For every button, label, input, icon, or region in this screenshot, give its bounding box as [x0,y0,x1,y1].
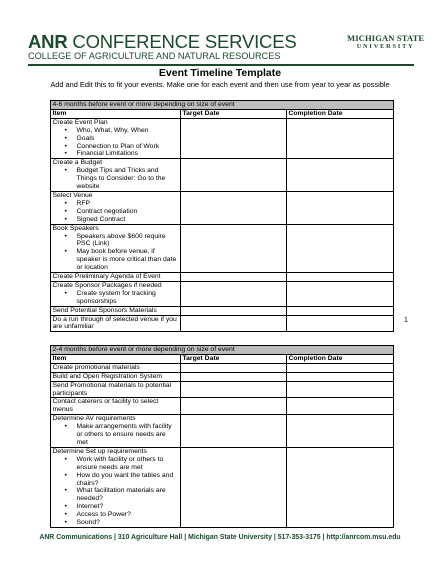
item-label: Build and Open Registration System [52,372,163,380]
item-cell [51,191,181,224]
item-label: Create Event Plan [52,118,108,126]
table-row [51,363,394,372]
item-cell [51,363,181,372]
page-number: 1 [404,317,408,324]
target-date-cell [181,398,287,415]
completion-date-cell [287,273,394,282]
timeline-table-section-1 [50,100,394,332]
bullet-item: • Speakers above $600 require PSC (Link) [77,233,179,249]
completion-date-cell [287,363,394,372]
item-label: Determine AV requirements [52,415,136,423]
completion-date-cell [287,415,394,448]
target-date-cell [181,315,287,332]
bullet-item: • Connection to Plan of Work [77,143,179,151]
item-label: Select Venue [52,191,93,199]
target-date-cell [181,159,287,192]
table-row [51,415,394,448]
item-cell [51,381,181,398]
item-label: Create Preliminary Agenda of Event [52,273,161,281]
item-label: Create Sponsor Packages if needed [52,281,162,289]
document-title: Event Timeline Template [158,67,282,79]
target-date-cell [181,224,287,272]
college-name: COLLEGE OF AGRICULTURE AND NATURAL RESOURCES [28,51,281,61]
letterhead [28,32,297,62]
target-date-cell [181,381,287,398]
item-bullets [53,290,179,306]
column-header-target-date: Target Date [181,354,287,363]
item-label: Book Speakers [52,224,99,232]
section-heading: 2-4 months before event or more depending on size of event [51,346,394,355]
section-heading-row [51,101,394,110]
table-row [51,191,394,224]
item-cell [51,372,181,381]
org-name-rest: CONFERENCE SERVICES [67,31,297,52]
item-bullets [53,456,179,527]
bullet-item: • Financial Limitations [77,150,179,158]
item-cell [51,398,181,415]
bullet-item: • Work with facility or others to ensure needs are met [77,456,179,472]
item-label: Do a run through of selected venue if you are unfamiliar [52,315,177,331]
table-row [51,273,394,282]
target-date-cell [181,372,287,381]
table-row [51,281,394,306]
completion-date-cell [287,224,394,272]
completion-date-cell [287,306,394,315]
table-row [51,398,394,415]
target-date-cell [181,273,287,282]
completion-date-cell [287,191,394,224]
msu-wordmark [347,33,424,50]
bullet-item: • Goals [77,135,179,143]
bullet-item: • What facilitation materials are needed? [77,487,179,503]
completion-date-cell [287,281,394,306]
completion-date-cell [287,159,394,192]
column-header-row [51,109,394,118]
item-cell [51,415,181,448]
completion-date-cell [287,398,394,415]
item-bullets [53,127,179,159]
item-cell [51,273,181,282]
item-cell [51,306,181,315]
item-label: Contact caterers or facility to select menus [52,398,159,414]
bullet-item: • RFP [77,200,179,208]
column-header-target-date: Target Date [181,109,287,118]
bullet-item: • Who, What, Why, When [77,127,179,135]
msu-wordmark-line1: MICHIGAN STATE [347,33,425,43]
table-row [51,315,394,332]
timeline-table-section-2 [50,345,394,528]
table-row [51,159,394,192]
target-date-cell [181,415,287,448]
bullet-item: • Contract negotiation [77,208,179,216]
item-cell [51,447,181,527]
bullet-item: • Make arrangements with facility or others to ensure needs are met [77,423,179,447]
document-subtitle: Add and Edit this to fit your events. Make one for each event and then use from year to year as possible [50,80,390,89]
bullet-item: • Access to Power? [77,511,179,519]
section-heading-row [51,346,394,355]
org-name-bold: ANR [28,31,68,52]
table-row [51,118,394,159]
item-label: Create promotional materials [52,363,140,371]
bullet-item: • Budget Tips and Tricks and Things to Consider: Go to the website [77,167,179,191]
column-header-completion-date: Completion Date [287,109,394,118]
table-row [51,381,394,398]
item-label: Determine Set up requirements [52,447,147,455]
target-date-cell [181,191,287,224]
bullet-item: • Signed Contract [77,216,179,224]
completion-date-cell [287,447,394,527]
column-header-completion-date: Completion Date [287,354,394,363]
item-label: Send Potential Sponsors Materials [52,306,157,314]
target-date-cell [181,363,287,372]
item-bullets [53,167,179,191]
bullet-item: • How do you want the tables and chairs? [77,472,179,488]
bullet-item: • May book before venue, if speaker is more critical than date or location [77,248,179,272]
bullet-item: • Create system for tracking sponsorships [77,290,179,306]
item-label: Create a Budget [52,159,102,167]
target-date-cell [181,306,287,315]
table-row [51,306,394,315]
column-header-row [51,354,394,363]
item-cell [51,281,181,306]
item-bullets [53,200,179,224]
item-label: Send Promotional materials to potential participants [52,381,172,397]
completion-date-cell [287,118,394,159]
completion-date-cell [287,381,394,398]
table-row [51,447,394,527]
bullet-item: • Sound? [77,519,179,527]
column-header-item: Item [51,109,181,118]
completion-date-cell [287,372,394,381]
target-date-cell [181,281,287,306]
completion-date-cell [287,315,394,332]
org-name [28,32,297,51]
item-cell [51,224,181,272]
target-date-cell [181,447,287,527]
footer-address: ANR Communications | 310 Agriculture Hall | Michigan State University | 517-353-3175 | http://anrcom.msu.edu [39,534,401,541]
item-cell [51,159,181,192]
target-date-cell [181,118,287,159]
section-heading: 4-6 months before event or more depending on size of event [51,101,394,110]
table-row [51,224,394,272]
item-bullets [53,423,179,447]
item-bullets [53,233,179,273]
msu-wordmark-line2: UNIVERSITY [356,43,415,50]
table-row [51,372,394,381]
item-cell [51,118,181,159]
bullet-item: • Internet? [77,503,179,511]
header-rule [28,64,414,66]
column-header-item: Item [51,354,181,363]
item-cell [51,315,181,332]
